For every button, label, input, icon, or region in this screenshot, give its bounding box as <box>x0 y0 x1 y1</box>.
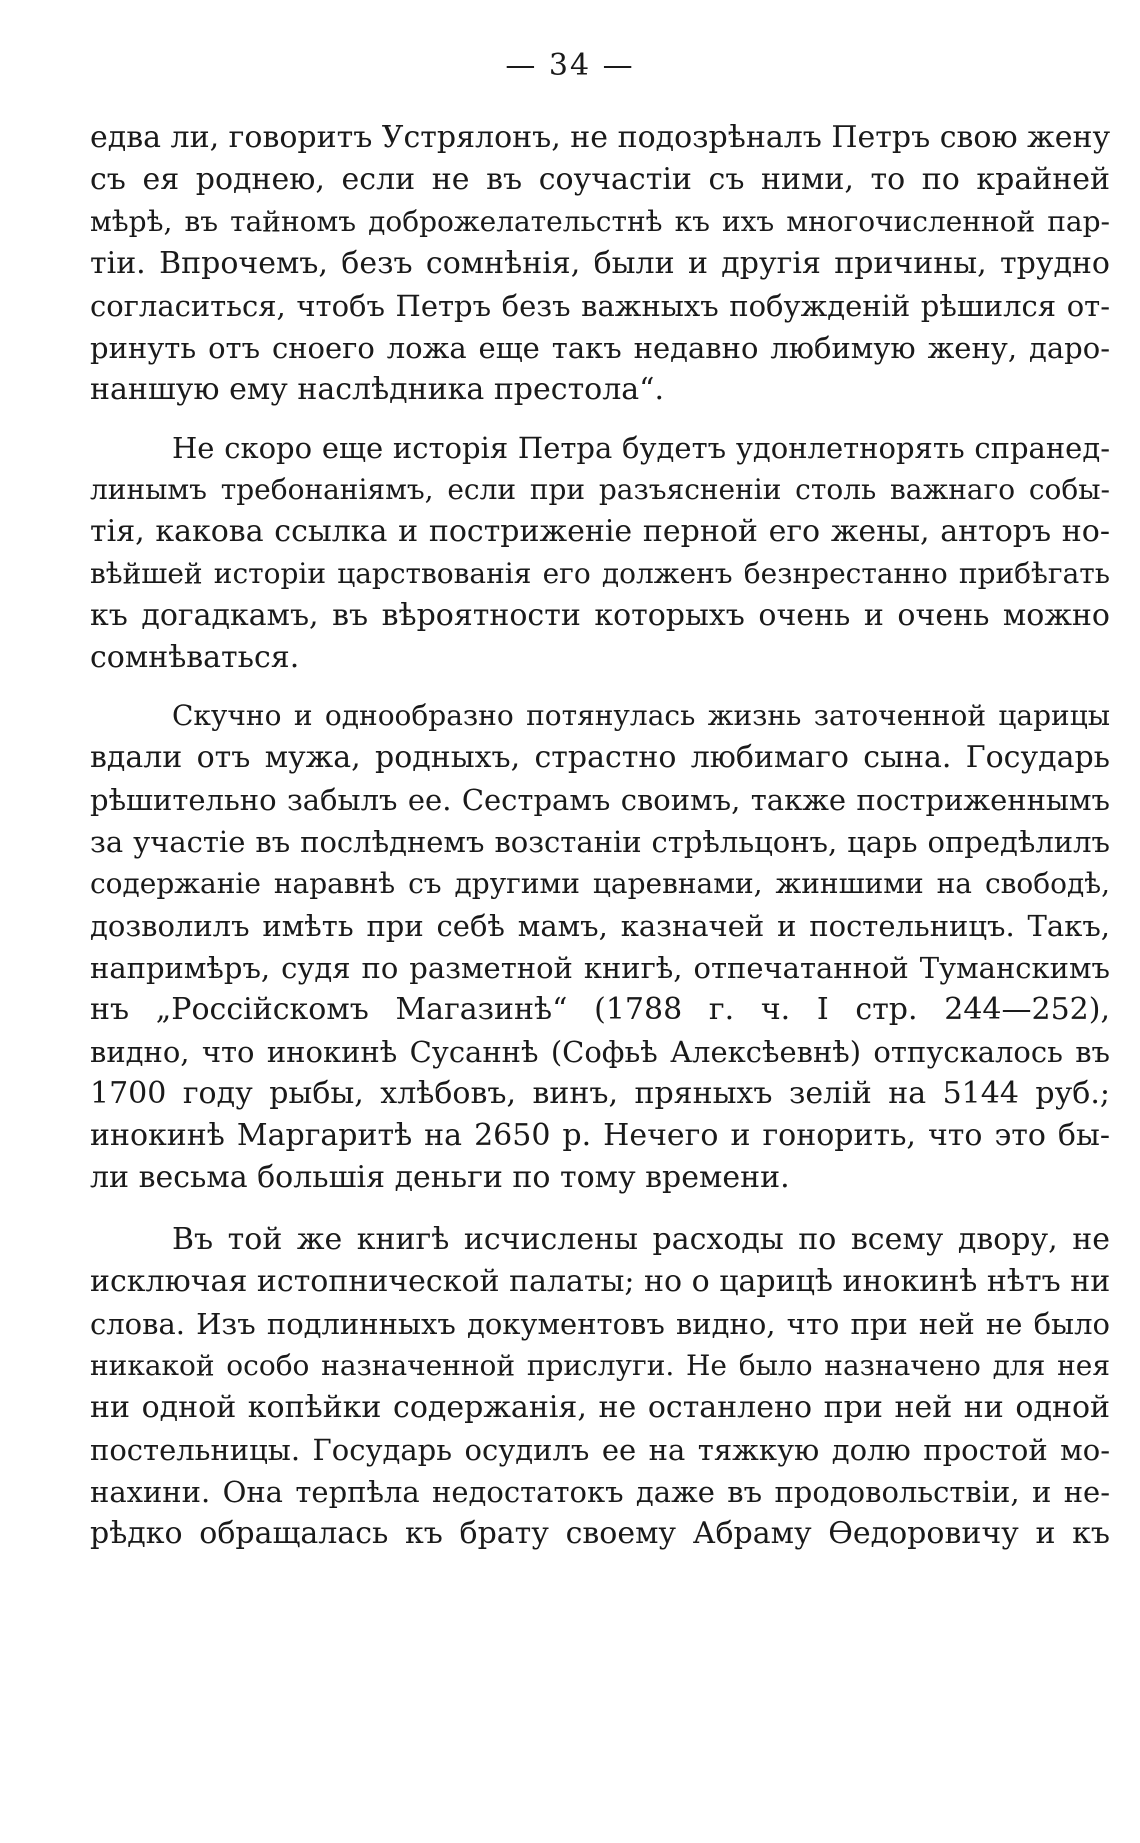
text-line: за участіе въ послѣднемъ возстаніи стрѣльцонъ, царь опредѣлилъ <box>90 825 1110 859</box>
text-line: съ ея роднею, если не въ соучастіи съ ними, то по крайней <box>90 162 1110 197</box>
text-line: тія, какова ссылка и постриженіе перной его жены, анторъ но- <box>90 514 1110 549</box>
text-line: тіи. Впрочемъ, безъ сомнѣнія, были и другія причины, трудно <box>90 246 1110 281</box>
text-line: напримѣръ, судя по разметной книгѣ, отпечатанной Туманскимъ <box>90 951 1110 985</box>
page-number: — 34 — <box>505 48 635 83</box>
text-line: нъ „Россійскомъ Магазинѣ“ (1788 г. ч. I стр. 244—252), <box>90 992 1110 1027</box>
text-line: линымъ требонаніямъ, если при разъясненіи столь важнаго собы- <box>90 473 1110 506</box>
text-line: ни одной копѣйки содержанія, не останлено при ней ни одной <box>90 1390 1110 1425</box>
text-line: постельницы. Государь осудилъ ее на тяжкую долю простой мо- <box>90 1433 1110 1467</box>
text-line: къ догадкамъ, въ вѣроятности которыхъ очень и очень можно <box>90 598 1110 633</box>
text-line: ринуть отъ сноего ложа еще такъ недавно любимую жену, даро- <box>90 331 1110 365</box>
text-line: Скучно и однообразно потянулась жизнь заточенной царицы <box>172 699 1110 732</box>
text-line: исключая истопнической палаты; но о царицѣ инокинѣ нѣтъ ни <box>90 1264 1111 1299</box>
text-line: 1700 году рыбы, хлѣбовъ, винъ, пряныхъ зелій на 5144 руб.; <box>90 1076 1110 1111</box>
text-line: дозволилъ имѣть при себѣ мамъ, казначей и постельницъ. Такъ, <box>90 909 1110 943</box>
text-line: едва ли, говоритъ Устрялонъ, не подозрѣналъ Петръ свою жену <box>90 120 1111 155</box>
text-line: согласиться, чтобъ Петръ безъ важныхъ побужденій рѣшился от- <box>90 289 1110 323</box>
text-line: сомнѣваться. <box>90 640 300 675</box>
text-line: содержаніе наравнѣ съ другими царевнами, жиншими на свободѣ, <box>90 867 1110 900</box>
text-line: видно, что инокинѣ Сусаннѣ (Софьѣ Алексѣевнѣ) отпускалось въ <box>90 1035 1110 1069</box>
text-line: рѣдко обращалась къ брату своему Абраму Ѳедоровичу и къ <box>90 1516 1110 1551</box>
text-line: рѣшительно забылъ ее. Сестрамъ своимъ, также постриженнымъ <box>90 783 1110 817</box>
text-line: нахини. Она терпѣла недостатокъ даже въ продовольствіи, и не- <box>90 1475 1110 1509</box>
text-line: вѣйшей исторіи царствованія его долженъ безнрестанно прибѣгать <box>90 557 1110 590</box>
text-line: слова. Изъ подлинныхъ документовъ видно, что при ней не было <box>90 1307 1110 1341</box>
text-line: вдали отъ мужа, родныхъ, страстно любимаго сына. Государь <box>90 740 1110 775</box>
text-line: Не скоро еще исторія Петра будетъ удонлетнорять спранед- <box>172 431 1110 465</box>
text-line: Въ той же книгѣ исчислены расходы по всему двору, не <box>172 1222 1110 1257</box>
text-line: ли весьма большія деньги по тому времени. <box>90 1160 790 1195</box>
text-line: инокинѣ Маргаритѣ на 2650 р. Нечего и гонорить, что это бы- <box>90 1118 1110 1153</box>
text-line: наншую ему наслѣдника престола“. <box>90 372 665 407</box>
text-line: никакой особо назначенной прислуги. Не было назначено для нея <box>90 1349 1110 1382</box>
text-line: мѣрѣ, въ тайномъ доброжелательстнѣ къ ихъ многочисленной пар- <box>90 205 1110 238</box>
